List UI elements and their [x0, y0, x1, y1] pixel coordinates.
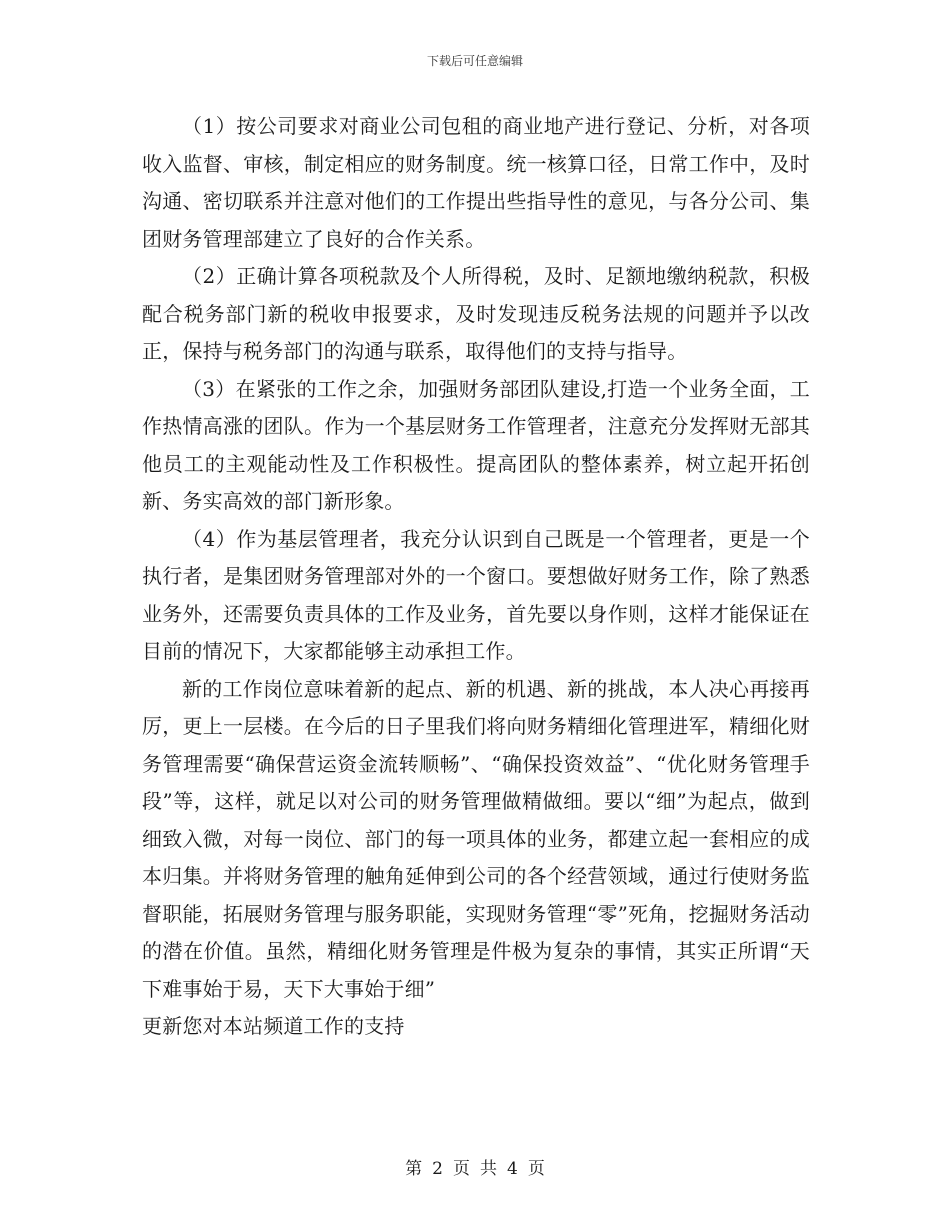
closing-line: 更新您对本站频道工作的支持 [142, 1014, 405, 1038]
total-pages-number: 4 [507, 1159, 518, 1179]
paragraph-item-3: （3）在紧张的工作之余，加强财务部团队建设,打造一个业务全面，工作热情高涨的团队。作为一个基层财务工作管理者，注意充分发挥财无部其他员工的主观能动性及工作积极性。提高团队的整体素养，树立起开拓创新、务实高效的部门新形象。 [142, 376, 810, 513]
document-body [142, 108, 810, 1046]
total-unit: 页 [527, 1159, 545, 1179]
page-unit: 页 [453, 1159, 470, 1179]
total-prefix: 共 [480, 1159, 497, 1179]
paragraph-item-2: （2）正确计算各项税款及个人所得税，及时、足额地缴纳税款，积极配合税务部门新的税收申报要求，及时发现违反税务法规的问题并予以改正，保持与税务部门的沟通与联系，取得他们的支持与指导。 [142, 264, 810, 363]
header-note: 下载后可任意编辑 [426, 54, 523, 68]
paragraph-item-1: （1）按公司要求对商业公司包租的商业地产进行登记、分析，对各项收入监督、审核，制定相应的财务制度。统一核算口径，日常工作中，及时沟通、密切联系并注意对他们的工作提出些指导性的意见，与各分公司、集团财务管理部建立了良好的合作关系。 [142, 114, 810, 251]
current-page-number: 2 [432, 1159, 443, 1179]
page-prefix: 第 [405, 1159, 423, 1179]
paragraph-item-4: （4）作为基层管理者，我充分认识到自己既是一个管理者，更是一个执行者，是集团财务管理部对外的一个窗口。要想做好财务工作，除了熟悉业务外，还需要负责具体的工作及业务，首先要以身作则，这样才能保证在目前的情况下，大家都能够主动承担工作。 [142, 526, 810, 663]
page-footer [0, 1154, 950, 1179]
paragraph-conclusion: 新的工作岗位意味着新的起点、新的机遇、新的挑战，本人决心再接再厉，更上一层楼。在今后的日子里我们将向财务精细化管理进军，精细化财务管理需要“确保营运资金流转顺畅”、“确保投资效益”、“优化财务管理手段”等，这样，就足以对公司的财务管理做精做细。要以“细”为起点，做到细致入微，对每一岗位、部门的每一项具体的业务，都建立起一套相应的成本归集。并将财务管理的触角延伸到公司的各个经营领域，通过行使财务监督职能，拓展财务管理与服务职能，实现财务管理“零”死角，挖掘财务活动的潜在价值。虽然，精细化财务管理是件极为复杂的事情，其实正所谓“天下难事始于易，天下大事始于细” [142, 676, 810, 1001]
